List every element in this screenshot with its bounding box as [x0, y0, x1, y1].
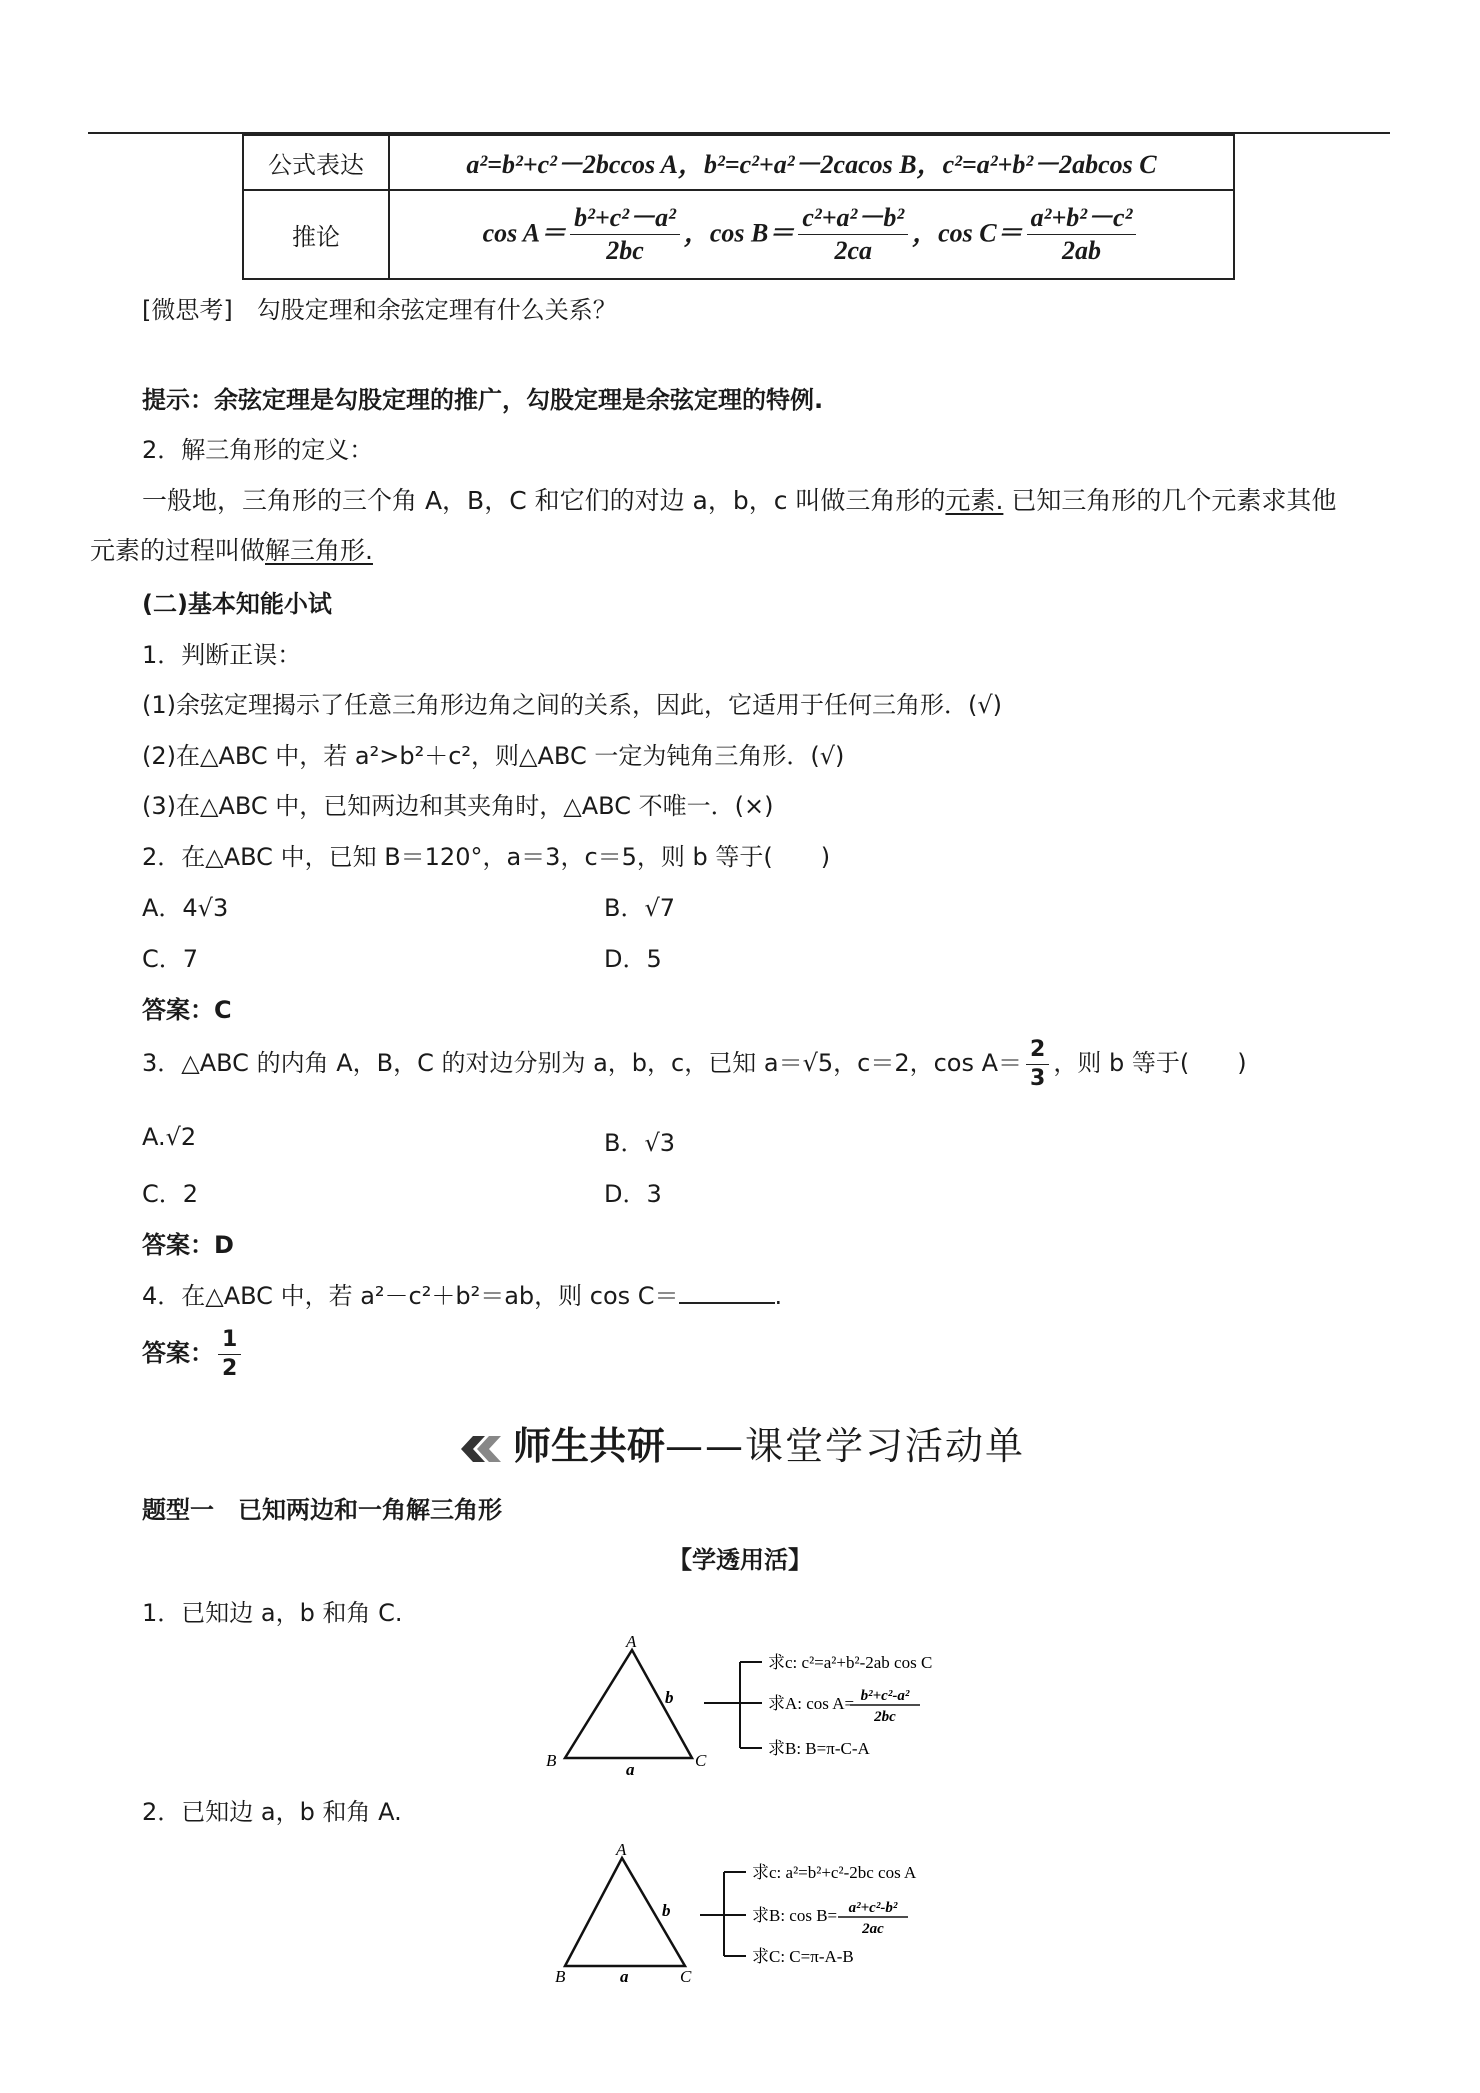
cosine-law-table [242, 134, 1235, 280]
cosB-denominator: 2ca [834, 236, 873, 265]
step-find-c: 求c: a²=b²+c²-2bc cos A [752, 1863, 917, 1882]
q3-option-b: B．√3 [604, 1129, 676, 1157]
side-a: a [620, 1967, 629, 1984]
think-question: [微思考] 勾股定理和余弦定理有什么关系？ [142, 296, 617, 324]
q2-answer: 答案：C [142, 996, 232, 1024]
formula-expression: a²=b²+c²－2bccos A，b²=c²+a²－2cacos B，c²=a²+b²－2abcos C [466, 150, 1157, 179]
definition-text-2: 元素的过程叫做 [90, 536, 266, 565]
q4-period: . [774, 1282, 783, 1310]
vertex-C: C [680, 1967, 692, 1984]
definition-title: 2．解三角形的定义： [142, 436, 374, 464]
q2-option-a: A．4√3 [142, 894, 229, 922]
cosA-numerator: b²+c²－a² [570, 202, 680, 236]
diagram-case2 [540, 1844, 1000, 1984]
q4-question [142, 1276, 782, 1311]
q3-answer: 答案：D [142, 1231, 234, 1259]
step-find-B-denominator: 2ac [862, 1921, 884, 1937]
definition-line-1 [142, 481, 1336, 517]
cosA-denominator: 2bc [606, 236, 644, 265]
cosA-label: cos A＝ [482, 218, 567, 247]
vertex-B: B [546, 1751, 557, 1770]
term-elements: 元素. [945, 486, 1004, 515]
vertex-B: B [555, 1967, 566, 1984]
q3-question [142, 1036, 1247, 1092]
step-find-C: 求C: C=π-A-B [752, 1947, 854, 1966]
vertex-A: A [616, 1844, 627, 1859]
section-title-rest: ——课堂学习活动单 [665, 1424, 1026, 1468]
q3-option-a: A.√2 [142, 1123, 197, 1151]
q3-text-end: ，则 b 等于( ) [1053, 1049, 1247, 1077]
cosB-fraction [798, 202, 908, 268]
q3-text: 3．△ABC 的内角 A，B，C 的对边分别为 a，b，c，已知 a＝√5，c＝2，cos A＝ [142, 1049, 1023, 1077]
cosB-label: ，cos B＝ [683, 218, 795, 247]
formula-label: 公式表达 [243, 135, 389, 190]
side-b: b [665, 1688, 674, 1707]
q4-answer-numerator: 1 [218, 1326, 241, 1355]
case2-title: 2．已知边 a，b 和角 A. [142, 1798, 402, 1826]
q1-item-1: (1)余弦定理揭示了任意三角形边角之间的关系，因此，它适用于任何三角形．(√) [142, 691, 1003, 719]
cosA-fraction [570, 202, 680, 268]
term-solve-triangle: 解三角形. [265, 536, 373, 565]
corollary-label: 推论 [243, 190, 389, 279]
q3-option-d: D．3 [604, 1180, 662, 1208]
step-find-B: 求B: B=π-C-A [768, 1739, 870, 1758]
q2-option-c: C．7 [142, 945, 199, 973]
learn-heading: 【学透用活】 [668, 1546, 812, 1574]
q2-question: 2．在△ABC 中，已知 B＝120°，a＝3，c＝5，则 b 等于( ) [142, 843, 831, 871]
vertex-C: C [695, 1751, 707, 1770]
q4-text: 4．在△ABC 中，若 a²－c²＋b²＝ab，则 cos C＝ [142, 1282, 679, 1310]
q3-denominator: 3 [1030, 1065, 1046, 1091]
cosC-numerator: a²+b²－c² [1027, 202, 1137, 236]
type1-title: 题型一 已知两边和一角解三角形 [142, 1496, 502, 1524]
side-a: a [626, 1760, 635, 1776]
q4-answer-denominator: 2 [222, 1355, 238, 1381]
vertex-A: A [626, 1636, 637, 1651]
hint-text: 提示：余弦定理是勾股定理的推广，勾股定理是余弦定理的特例. [142, 386, 824, 414]
q3-numerator: 2 [1026, 1036, 1049, 1065]
cosC-fraction [1027, 202, 1137, 268]
q3-fraction [1026, 1036, 1049, 1092]
side-b: b [662, 1901, 671, 1920]
section-logo-icon [455, 1432, 505, 1466]
section-title [0, 1415, 1480, 1470]
q4-blank [679, 1282, 775, 1304]
step-find-A-label: 求A: cos A= [768, 1694, 855, 1713]
q4-answer-fraction [218, 1326, 241, 1382]
step-find-B-numerator: a²+c²-b² [848, 1900, 898, 1916]
definition-text: 一般地，三角形的三个角 A，B，C 和它们的对边 a，b，c 叫做三角形的 [142, 486, 946, 515]
q3-option-c: C．2 [142, 1180, 199, 1208]
q2-option-d: D．5 [604, 945, 662, 973]
step-find-A-numerator: b²+c²-a² [860, 1688, 910, 1704]
section-title-bold: 师生共研 [512, 1424, 665, 1468]
cosC-denominator: 2ab [1062, 236, 1102, 265]
quiz-title: (二)基本知能小试 [142, 590, 332, 618]
q1-title: 1．判断正误： [142, 641, 302, 669]
definition-text-cont: 已知三角形的几个元素求其他 [1003, 486, 1337, 515]
step-find-A-denominator: 2bc [874, 1709, 896, 1725]
q4-answer [142, 1326, 245, 1382]
q1-item-3: (3)在△ABC 中，已知两边和其夹角时，△ABC 不唯一．(×) [142, 792, 774, 820]
definition-line-2 [90, 531, 373, 567]
cosB-numerator: c²+a²－b² [798, 202, 908, 236]
q1-item-2: (2)在△ABC 中，若 a²>b²＋c²，则△ABC 一定为钝角三角形．(√) [142, 742, 845, 770]
cosC-label: ，cos C＝ [912, 218, 1023, 247]
q4-answer-label: 答案： [142, 1339, 214, 1367]
step-find-B-label: 求B: cos B= [752, 1906, 838, 1925]
step-find-c: 求c: c²=a²+b²-2ab cos C [768, 1653, 933, 1672]
q2-option-b: B．√7 [604, 894, 676, 922]
case1-title: 1．已知边 a，b 和角 C. [142, 1599, 403, 1627]
diagram-case1 [540, 1636, 1000, 1776]
